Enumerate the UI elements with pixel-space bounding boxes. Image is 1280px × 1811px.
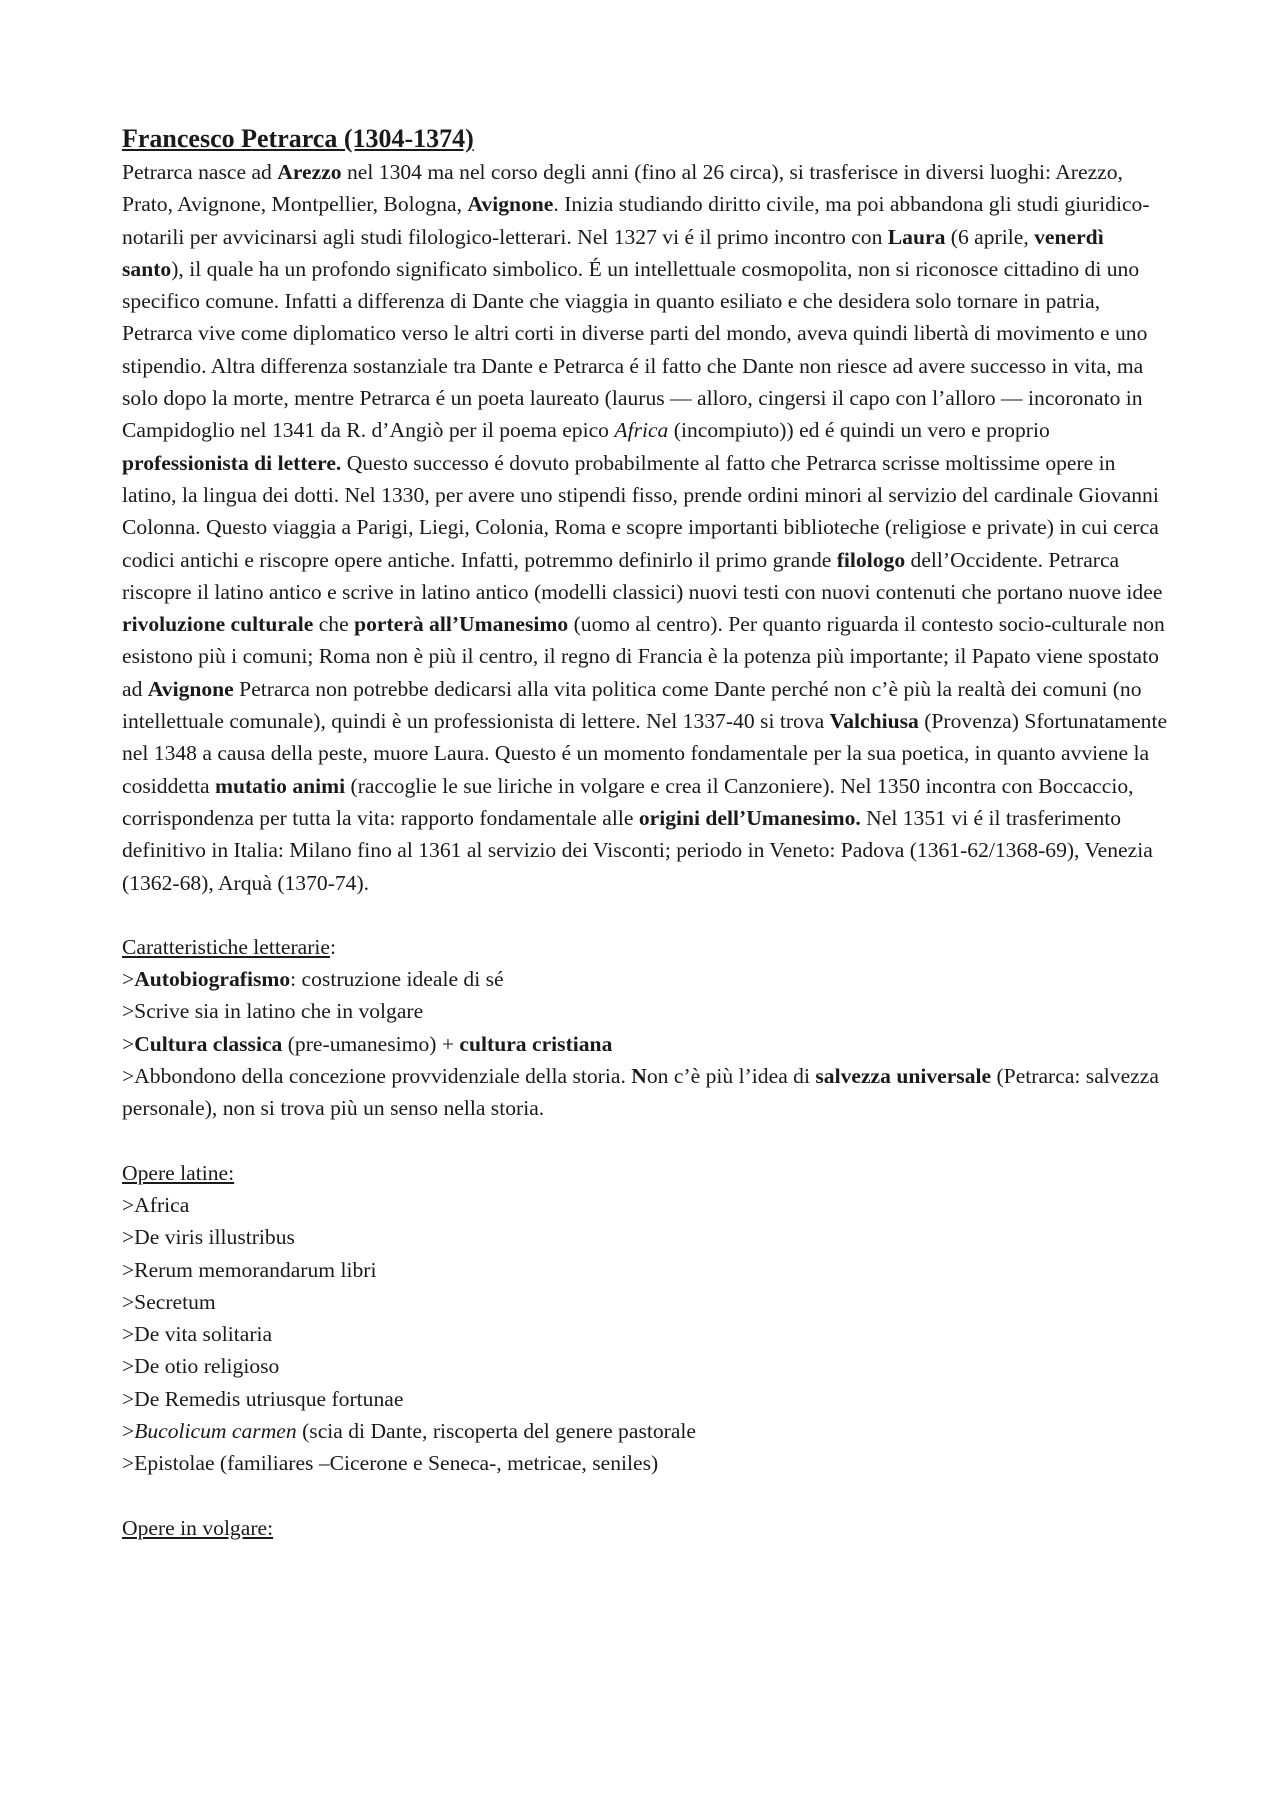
- spacer: [122, 1480, 1168, 1512]
- text-run: >Epistolae (familiares –Cicerone e Seneca-, metricae, seniles): [122, 1451, 659, 1476]
- text-run: (pre-umanesimo) +: [282, 1031, 460, 1056]
- bold-text: venerdì santo: [122, 224, 1104, 281]
- bold-text: Laura: [887, 224, 946, 249]
- text-run: >: [122, 1418, 135, 1443]
- text-run: (Petrarca: salvezza personale), non si trova più un senso nella storia.: [122, 1064, 1159, 1121]
- caratteristiche-item: [122, 1060, 1168, 1125]
- opera-latina-item: [122, 1254, 1168, 1286]
- opere-latine-heading: Opere latine:: [122, 1160, 235, 1185]
- bold-text: porterà all’Umanesimo: [354, 612, 569, 637]
- bold-text: professionista di lettere.: [122, 450, 342, 475]
- bold-text: N: [631, 1064, 647, 1089]
- text-run: >De viris illustribus: [122, 1225, 295, 1250]
- text-run: (6 aprile,: [945, 224, 1035, 249]
- caratteristiche-item: [122, 1028, 1168, 1060]
- opera-latina-item: [122, 1189, 1168, 1221]
- italic-text: Africa: [614, 418, 669, 443]
- text-run: >Scrive sia in latino che in volgare: [122, 999, 424, 1024]
- text-run: (incompiuto)) ed é quindi un vero e proprio: [668, 418, 1050, 443]
- text-run: che: [313, 612, 355, 637]
- italic-text: Bucolicum carmen: [134, 1418, 297, 1443]
- text-run: (Provenza) Sfortunatamente nel 1348 a causa della peste, muore Laura. Questo é un momento fondamentale per la sua poetica, in quanto avviene la cosiddetta: [122, 709, 1168, 798]
- biography-paragraph: [122, 156, 1168, 899]
- bold-text: mutatio animi: [214, 773, 346, 798]
- caratteristiche-heading-suffix: :: [330, 934, 337, 959]
- text-run: >De vita solitaria: [122, 1322, 273, 1347]
- text-run: (raccoglie le sue liriche in volgare e crea il Canzoniere). Nel 1350 incontra con Boccaccio, corrispondenza per tutta la vita: rapporto fondamentale alle: [122, 773, 1134, 830]
- caratteristiche-heading-line: [122, 931, 1168, 963]
- document-content: [122, 122, 1168, 1544]
- text-run: Questo successo é dovuto probabilmente al fatto che Petrarca scrisse moltissime opere in latino, la lingua dei dotti. Nel 1330, per avere uno stipendi fisso, prende ordini minori al servizio del cardinale Giovanni Colonna. Questo viaggia a Parigi, Liegi, Colonia, Roma e scopre importanti biblioteche (religiose e private) in cui cerca codici antichi e riscopre opere antiche. Infatti, potremmo definirlo il primo grande: [122, 450, 1159, 572]
- opere-latine-heading-line: [122, 1157, 1168, 1189]
- opera-latina-item: [122, 1415, 1168, 1447]
- opera-latina-item: [122, 1383, 1168, 1415]
- bold-text: Arezzo: [277, 160, 342, 184]
- text-run: >Africa: [122, 1192, 190, 1217]
- text-run: >Abbondono della concezione provvidenziale della storia.: [122, 1064, 632, 1089]
- spacer: [122, 899, 1168, 931]
- bold-text: salvezza universale: [815, 1064, 992, 1089]
- text-run: >: [122, 1031, 135, 1056]
- text-run: Nel 1351 vi é il trasferimento definitivo in Italia: Milano fino al 1361 al servizio dei Visconti; periodo in Veneto: Padova (1361-62/1368-69), Venezia (1362-68), Arquà (1370-74).: [122, 805, 1153, 895]
- opera-latina-item: [122, 1447, 1168, 1479]
- text-run: . Inizia studiando diritto civile, ma poi abbandona gli studi giuridico-notarili per avvicinarsi agli studi filologico-letterari. Nel 1327 vi é il primo incontro con: [122, 192, 1150, 249]
- bold-text: Cultura classica: [134, 1031, 283, 1056]
- opera-latina-item: [122, 1318, 1168, 1350]
- text-run: : costruzione ideale di sé: [290, 967, 504, 992]
- text-run: >De Remedis utriusque fortunae: [122, 1386, 404, 1411]
- caratteristiche-heading: Caratteristiche letterarie: [122, 934, 331, 959]
- caratteristiche-item: [122, 995, 1168, 1027]
- bold-text: Valchiusa: [829, 709, 919, 734]
- text-run: dell’Occidente. Petrarca riscopre il latino antico e scrive in latino antico (modelli classici) nuovi testi con nuovi contenuti che portano nuove idee: [122, 547, 1163, 604]
- text-run: >: [122, 967, 135, 992]
- opera-latina-item: [122, 1350, 1168, 1382]
- opere-latine-list: [122, 1189, 1168, 1480]
- text-run: on c’è più l’idea di: [646, 1064, 816, 1089]
- caratteristiche-item: [122, 963, 1168, 995]
- opera-latina-item: [122, 1286, 1168, 1318]
- page-title: Francesco Petrarca (1304-1374): [122, 124, 474, 153]
- text-run: >Rerum memorandarum libri: [122, 1257, 377, 1282]
- text-run: >Secretum: [122, 1289, 216, 1314]
- text-run: ), il quale ha un profondo significato simbolico. É un intellettuale cosmopolita, non si riconosce cittadino di uno specifico comune. Infatti a differenza di Dante che viaggia in quanto esiliato e che desidera solo tornare in patria, Petrarca vive come diplomatico verso le altri corti in diverse parti del mondo, aveva quindi libertà di movimento e uno stipendio. Altra differenza sostanziale tra Dante e Petrarca é il fatto che Dante non riesce ad avere successo in vita, ma solo dopo la morte, mentre Petrarca é un poeta laureato (laurus — alloro, cingersi il capo con l’alloro — incoronato in Campidoglio nel 1341 da R. d’Angiò per il poema epico: [122, 256, 1148, 443]
- text-run: nel 1304 ma nel corso degli anni (fino al 26 circa), si trasferisce in diversi luoghi: Arezzo, Prato, Avignone, Montpellier, Bologna,: [122, 160, 1123, 217]
- bold-text: cultura cristiana: [459, 1031, 613, 1056]
- text-run: Petrarca non potrebbe dedicarsi alla vita politica come Dante perché non c’è più la realtà dei comuni (no intellettuale comunale), quindi è un professionista di lettere. Nel 1337-40 si trova: [122, 676, 1142, 734]
- bold-text: rivoluzione culturale: [122, 612, 314, 637]
- text-run: >De otio religioso: [122, 1354, 280, 1379]
- caratteristiche-list: [122, 963, 1168, 1124]
- bold-text: origini dell’Umanesimo.: [638, 805, 861, 830]
- bold-text: filologo: [836, 547, 906, 572]
- bold-text: Avignone: [467, 192, 554, 217]
- bold-text: Avignone: [147, 676, 234, 701]
- opera-latina-item: [122, 1221, 1168, 1253]
- text-run: Petrarca nasce ad: [122, 160, 278, 184]
- opere-volgare-heading-line: [122, 1512, 1168, 1544]
- text-run: (uomo al centro). Per quanto riguarda il contesto socio-culturale non esistono più i comuni; Roma non è più il centro, il regno di Francia è la potenza più importante; il Papato viene spostato ad: [122, 612, 1165, 701]
- text-run: (scia di Dante, riscoperta del genere pastorale: [296, 1418, 696, 1443]
- bold-text: Autobiografismo: [134, 967, 291, 992]
- opere-volgare-heading: Opere in volgare:: [122, 1515, 274, 1540]
- spacer: [122, 1125, 1168, 1157]
